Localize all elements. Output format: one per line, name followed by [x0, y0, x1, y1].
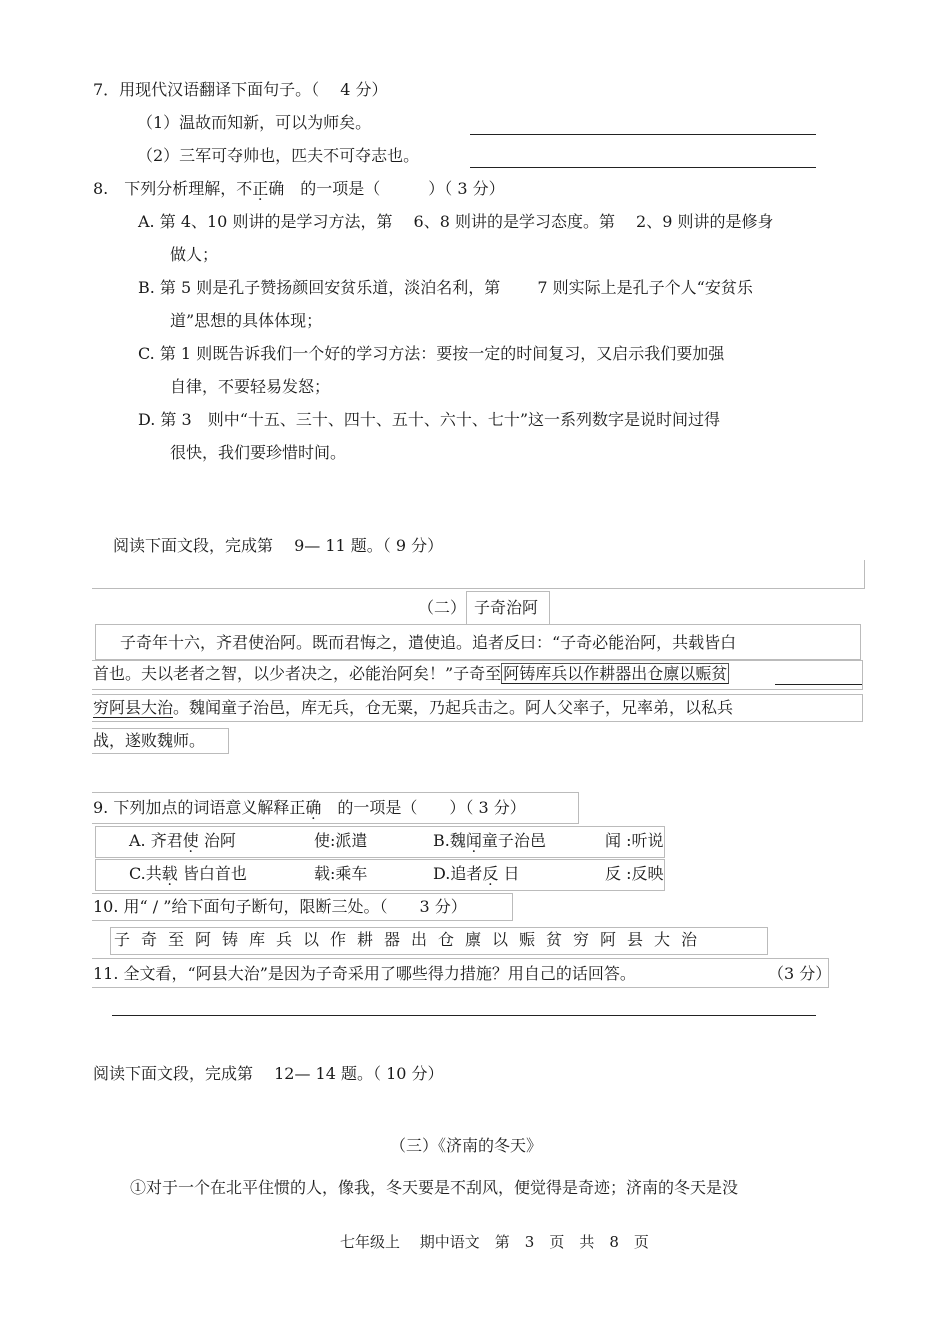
section2-header-frame	[92, 560, 865, 589]
q9-option-d-post: 日	[498, 864, 520, 883]
section3-title: （三）《济南的冬天》	[390, 1136, 543, 1155]
q9-option-b	[433, 831, 546, 851]
q9-option-a	[129, 831, 236, 851]
section2-label: （二）	[418, 598, 467, 617]
q9-option-c-post: 皆白首也	[177, 864, 247, 883]
passage2-line-2	[93, 664, 729, 684]
q8-option-a-cont: 做人；	[170, 245, 219, 264]
q9-option-b-explanation: 闻 :听说	[605, 831, 664, 850]
q9-option-a-pre: A. 齐君	[129, 831, 183, 850]
q8-option-d: D. 第 3 则中“十五、三十、四十、五十、六十、七十”这一系列数字是说时间过得	[138, 410, 721, 429]
q11-stem: 11. 全文看，“阿县大治”是因为子奇采用了哪些得力措施？用自己的话回答。	[93, 964, 636, 983]
passage2-line-3	[93, 698, 733, 718]
q8-stem-part-a: 8. 下列分析理解，	[93, 179, 237, 198]
q9-stem-part-b: 的一项是（ ）（ 3 分）	[321, 798, 526, 817]
passage2-line-4: 战，遂败魏师。	[93, 731, 206, 750]
passage2-underlined-phrase-2: 穷阿县大治	[93, 698, 174, 717]
passage2-underlined-phrase: 阿铸库兵以作耕器出仓廪以赈贫	[503, 664, 728, 683]
q9-stem-emphasis: 确	[305, 798, 322, 817]
passage2-line-3-text: 。魏闻童子治邑，库无兵，仓无粟，乃起兵击之。阿人父率子，兄率弟，以私兵	[173, 698, 734, 717]
q9-option-a-explanation: 使:派遣	[314, 831, 368, 850]
q7-sentence-1: （1）温故而知新，可以为师矣。	[137, 113, 372, 132]
q11-answer-line	[112, 1015, 816, 1016]
passage2-line-1: 子奇年十六，齐君使治阿。既而君悔之，遣使追。追者反曰：“子奇必能治阿，共载皆白	[120, 633, 737, 652]
q7-answer-line-2	[470, 167, 816, 168]
q9-option-c-pre: C.共	[129, 864, 162, 883]
q9-option-b-dot: 闻	[465, 831, 482, 850]
q9-option-d-pre: D.追者	[433, 864, 483, 883]
q8-option-b-cont: 道”思想的具体体现；	[170, 311, 323, 330]
q9-stem	[93, 798, 526, 818]
q9-option-b-pre: B.魏	[433, 831, 466, 850]
q9-option-d	[433, 864, 519, 884]
page-footer: 七年级上 期中语文 第 3 页 共 8 页	[340, 1233, 649, 1251]
q8-option-d-cont: 很快，我们要珍惜时间。	[170, 443, 347, 462]
q11-score: （3 分）	[768, 964, 832, 983]
q9-option-c-explanation: 载:乘车	[314, 864, 368, 883]
reading-instruction-1: 阅读下面文段，完成第 9— 11 题。（ 9 分）	[113, 536, 444, 555]
q8-option-c-cont: 自律，不要轻易发怒；	[170, 377, 331, 396]
section2-title: 子奇治阿	[474, 598, 539, 617]
q8-option-b: B. 第 5 则是孔子赞扬颜回安贫乐道，淡泊名利，第 7 则实际上是孔子个人“安贫乐	[138, 278, 753, 297]
q7-answer-line-1	[470, 134, 816, 135]
q8-option-a: A. 第 4、10 则讲的是学习方法，第 6、8 则讲的是学习态度。第 2、9 则讲的是修身	[138, 212, 774, 231]
q9-option-a-dot: 使	[182, 831, 199, 850]
q9-option-a-post: 治阿	[198, 831, 236, 850]
q10-stem: 10. 用“ / ”给下面句子断句，限断三处。（ 3 分）	[93, 897, 467, 916]
q9-option-c	[129, 864, 247, 884]
q10-sentence: 子奇至阿铸库兵以作耕器出仓廪以赈贫穷阿县大治	[114, 930, 709, 949]
passage2-underline-extension	[775, 684, 862, 685]
passage3-line-1: ①对于一个在北平住惯的人，像我，冬天要是不刮风，便觉得是奇迹；济南的冬天是没	[130, 1178, 739, 1197]
q7-sentence-2: （2）三军可夺帅也，匹夫不可夺志也。	[137, 146, 420, 165]
q8-option-c: C. 第 1 则既告诉我们一个好的学习方法：要按一定的时间复习，又启示我们要加强	[138, 344, 725, 363]
q8-stem-part-b: 的一项是（ ）（ 3 分）	[284, 179, 505, 198]
q9-stem-part-a: 9. 下列加点的词语意义解释正	[93, 798, 306, 817]
q9-option-b-post: 童子治邑	[481, 831, 546, 850]
q8-stem	[93, 179, 505, 199]
q7-stem: 7．用现代汉语翻译下面句子。（ 4 分）	[93, 80, 388, 99]
q8-stem-emphasis: 不正确	[236, 179, 285, 198]
q9-option-d-explanation: 反 :反映	[605, 864, 664, 883]
reading-instruction-2: 阅读下面文段，完成第 12— 14 题。（ 10 分）	[93, 1064, 444, 1083]
passage2-line-2-text: 首也。夫以老者之智，以少者决之，必能治阿矣！”子奇至	[93, 664, 502, 683]
q9-option-c-dot: 载	[161, 864, 178, 883]
q9-option-d-dot: 反	[482, 864, 499, 883]
